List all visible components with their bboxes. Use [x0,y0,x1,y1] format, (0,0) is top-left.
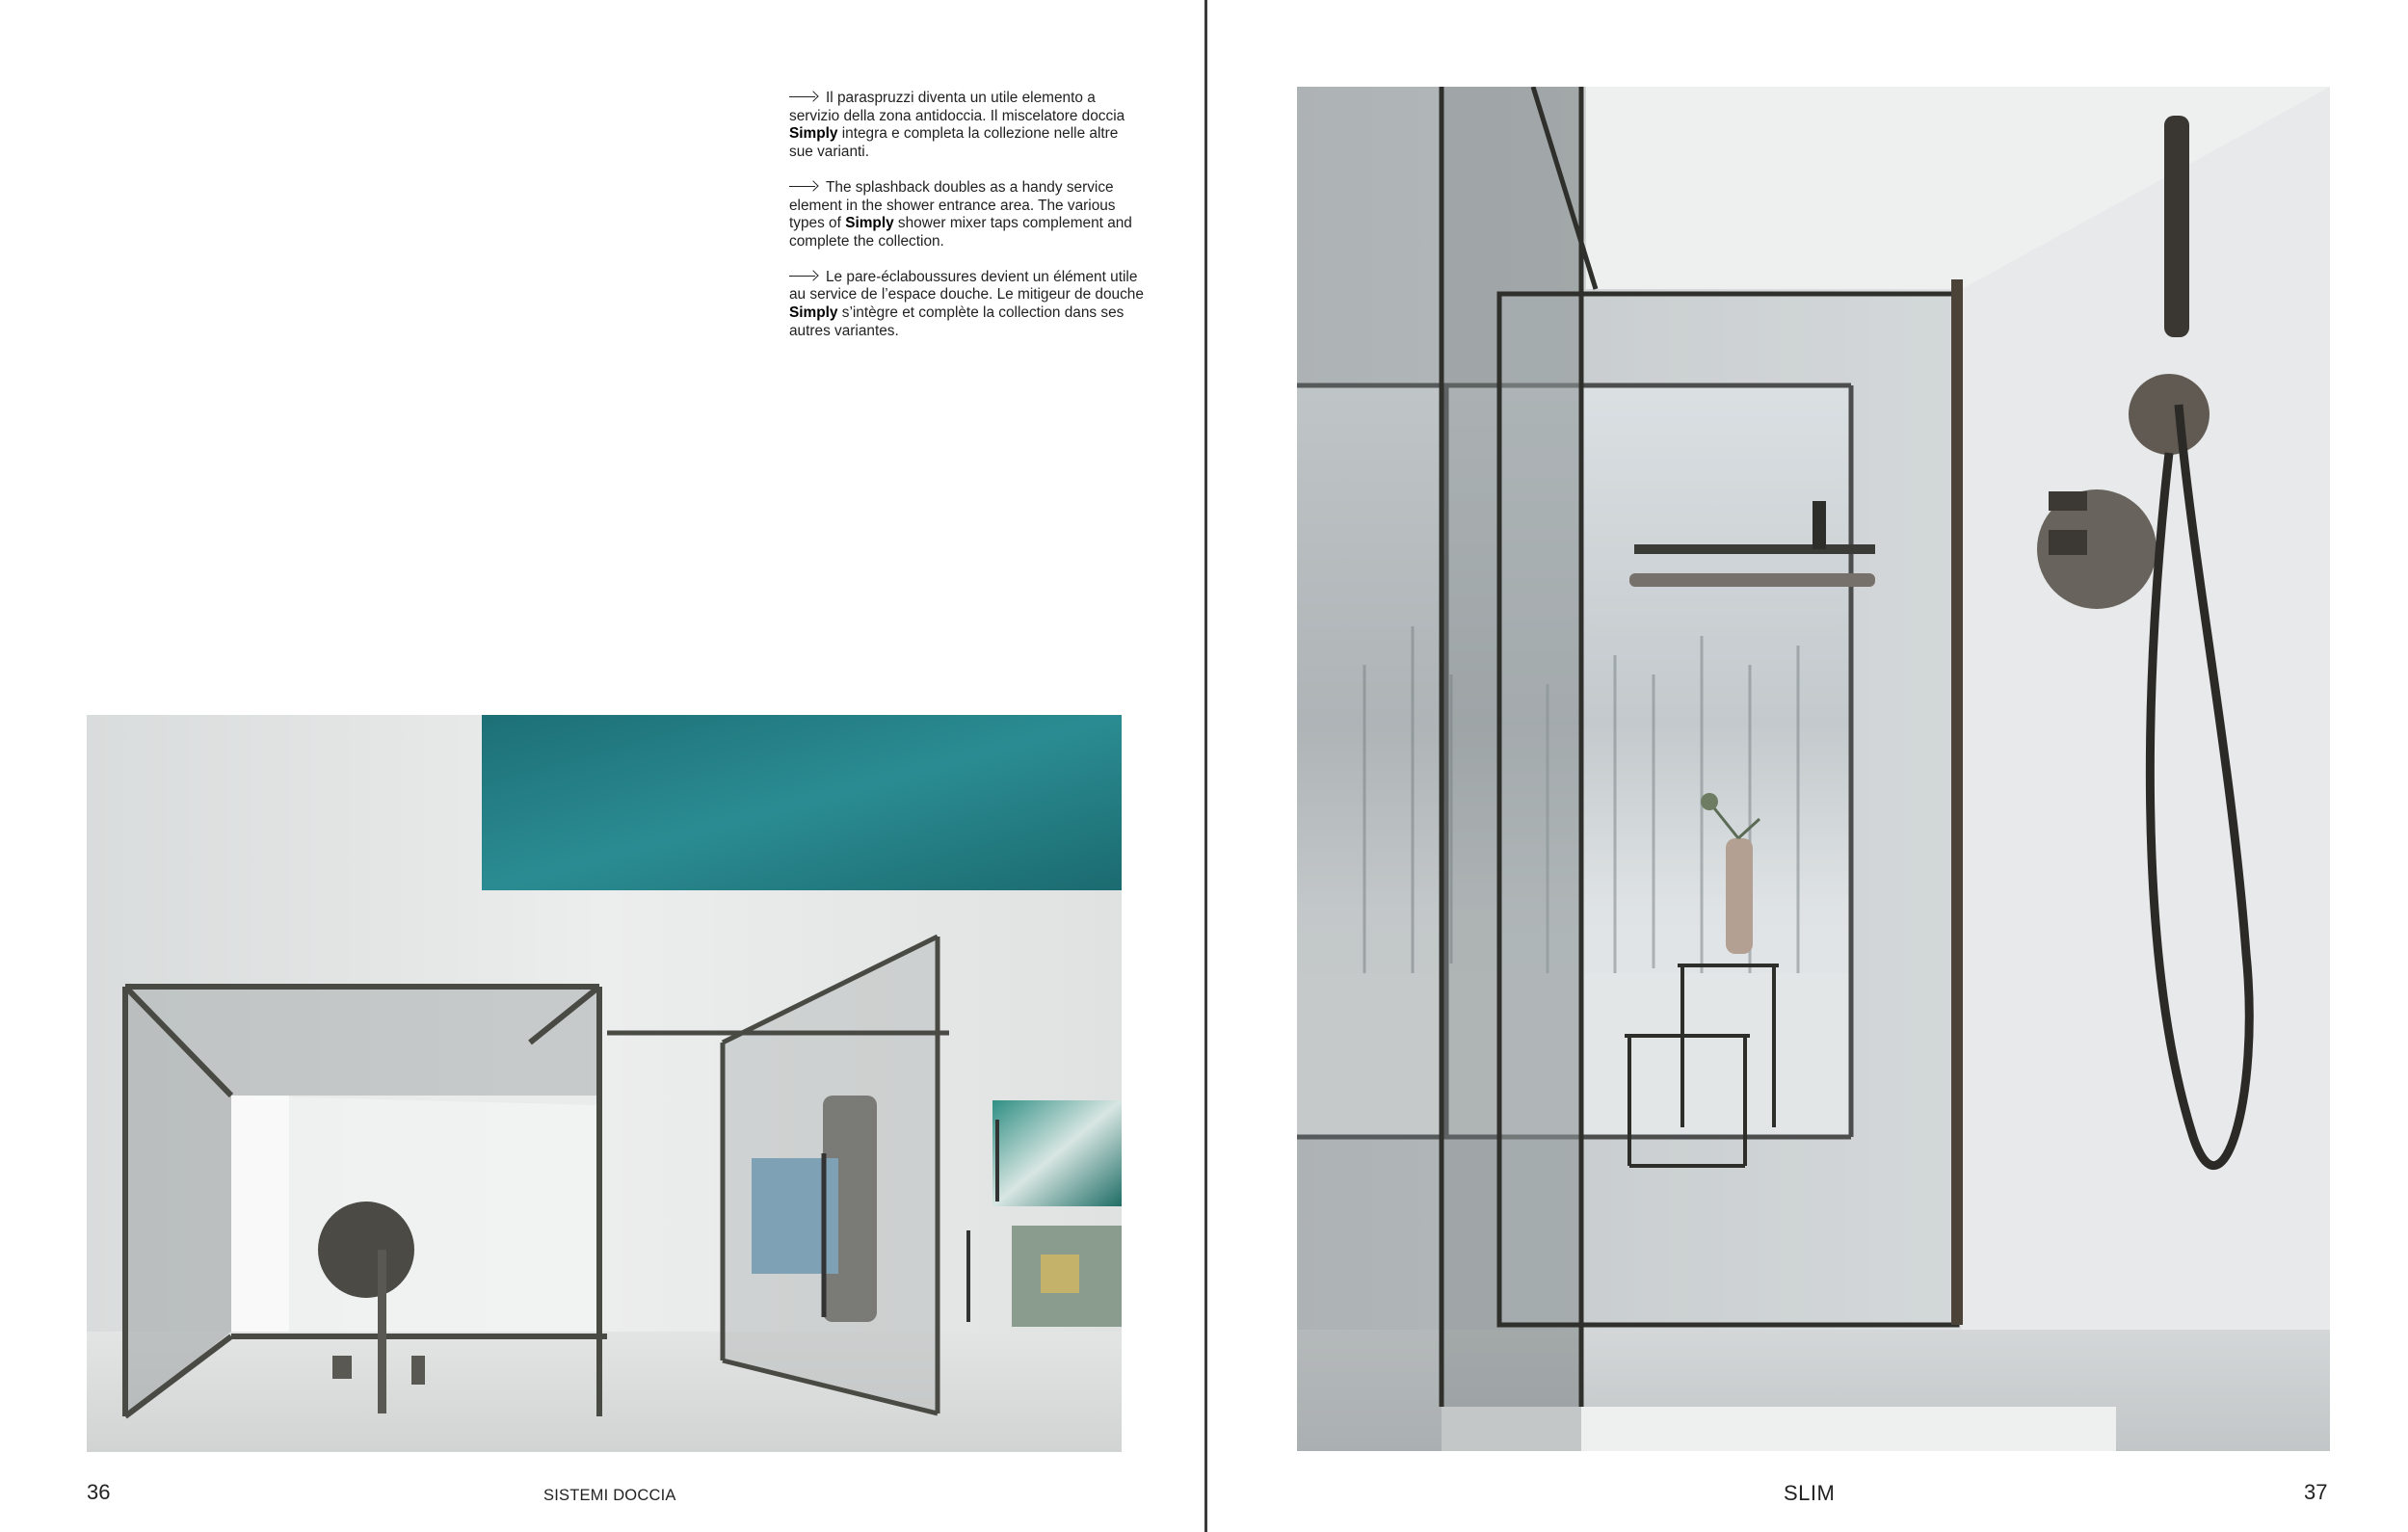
description-text [789,90,1146,357]
shower-enclosure-photo [87,715,1122,1452]
right-page [1207,0,2408,1532]
paragraph-english: The splashback doubles as a handy service element in the shower entrance area. The various types of Simply shower mixer taps complement and complete the collection. [789,178,1132,250]
arrow-right-icon [789,91,818,102]
shower-slim-photo [1297,87,2330,1451]
shower-slim-illustration [1297,87,2330,1451]
page-number-right: 37 [2304,1480,2328,1504]
paragraph-italian: Il paraspruzzi diventa un utile elemento a servizio della zona antidoccia. Il miscelatore doccia Simply integra e completa la collezione nelle altre sue varianti. [789,90,1125,161]
shower-enclosure-illustration [87,715,1122,1452]
paragraph-french: Le pare-éclaboussures devient un élément utile au service de l’espace douche. Le mitigeur de douche Simply s’intègre et complète la collection dans ses autres variantes. [789,268,1144,339]
series-title: SLIM [1784,1481,1836,1505]
section-title: SISTEMI DOCCIA [543,1487,676,1504]
page-number-left: 36 [87,1480,111,1504]
arrow-right-icon [789,270,818,281]
arrow-right-icon [789,180,818,192]
